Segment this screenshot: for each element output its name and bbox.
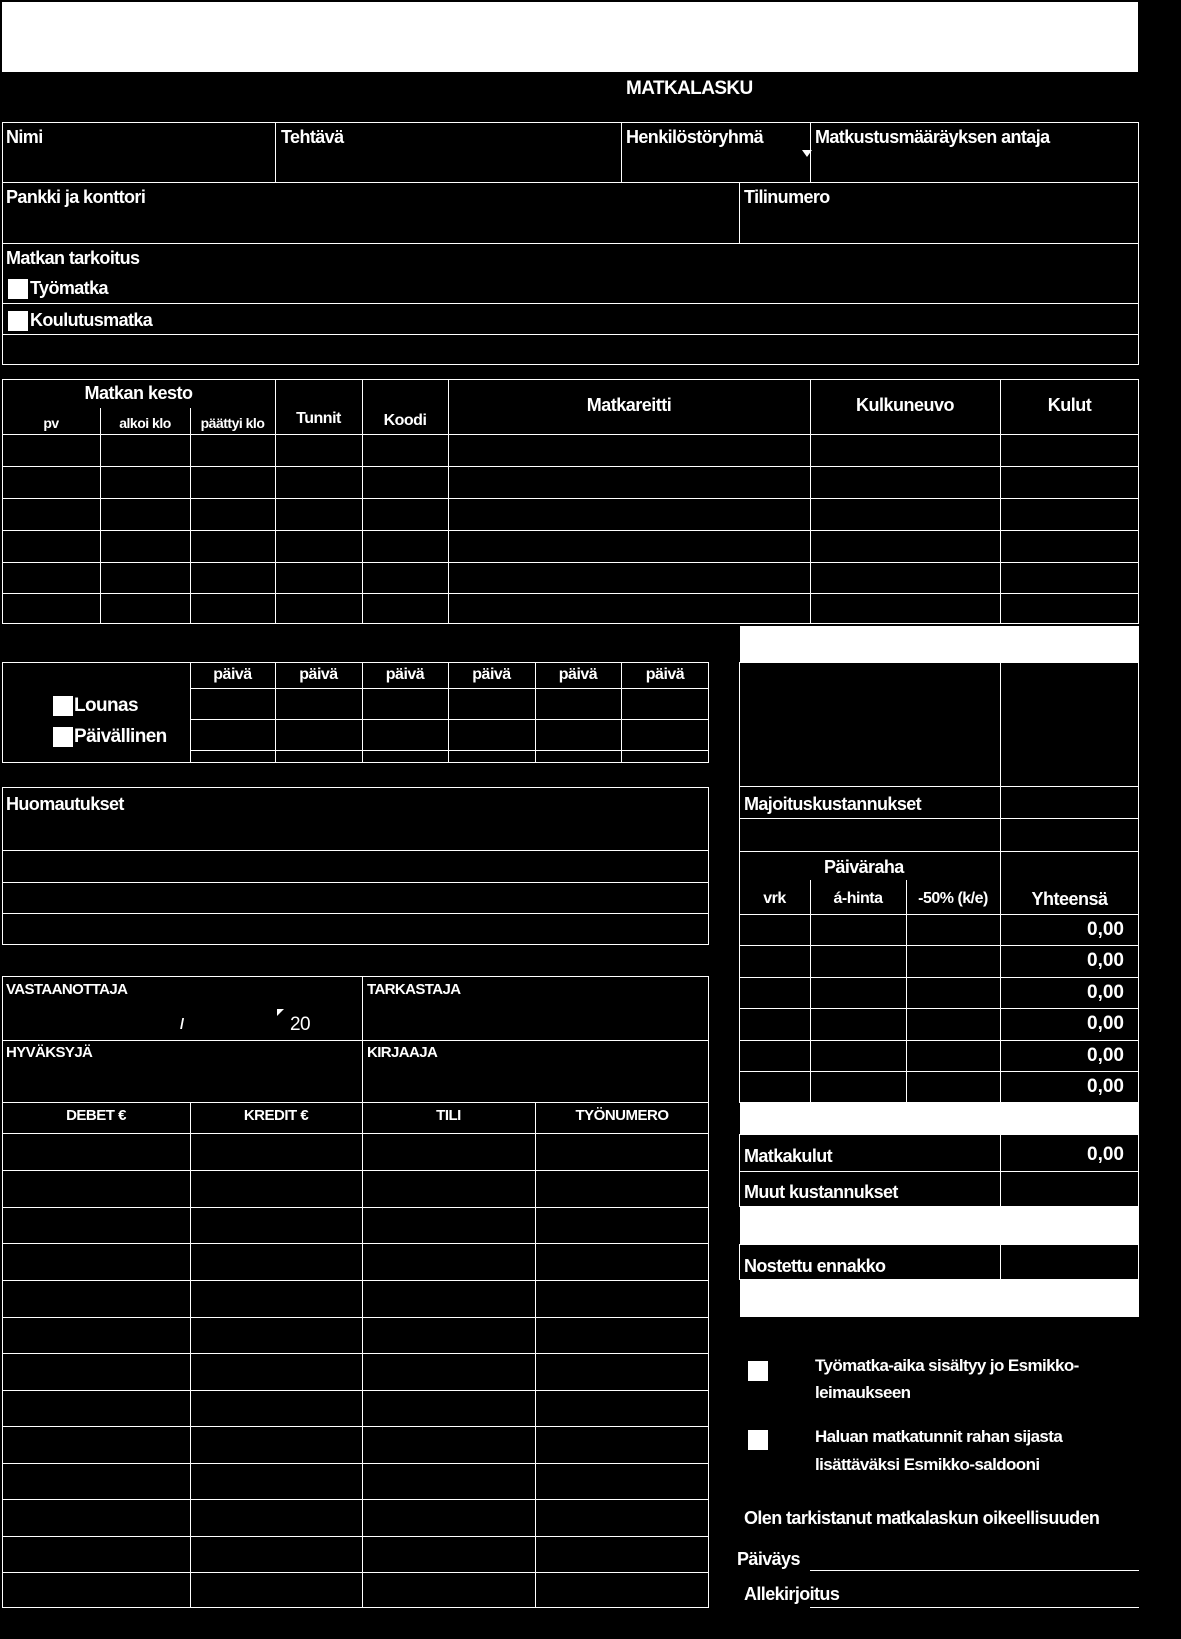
per-diem-label: Päiväraha <box>824 857 904 877</box>
duration-header: Matkan kesto <box>84 383 193 403</box>
purpose-block <box>2 243 1139 365</box>
blank-strip-2 <box>740 1103 1139 1134</box>
col-account: TILI <box>436 1107 461 1124</box>
blank-strip-3 <box>740 1207 1139 1244</box>
group-select[interactable]: Henkilöstöryhmä <box>626 127 764 147</box>
col-route: Matkareitti <box>586 395 672 415</box>
account-field[interactable]: Tilinumero <box>744 187 830 207</box>
col-start: alkoi klo <box>119 415 171 431</box>
task-field[interactable]: Tehtävä <box>281 127 344 147</box>
col-vehicle: Kulkuneuvo <box>855 395 954 415</box>
per-diem-col-total: Yhteensä <box>1031 889 1108 909</box>
training-trip-label: Koulutusmatka <box>30 310 153 330</box>
col-work-number: TYÖNUMERO <box>575 1107 669 1124</box>
col-pv: pv <box>43 415 59 431</box>
receiver-label: VASTAANOTTAJA <box>6 981 128 998</box>
lunch-checkbox[interactable] <box>53 696 73 716</box>
purpose-label: Matkan tarkoitus <box>6 248 140 268</box>
work-trip-checkbox[interactable] <box>8 279 28 299</box>
blank-strip-4 <box>740 1280 1139 1317</box>
col-hours: Tunnit <box>296 410 341 427</box>
col-costs: Kulut <box>1047 395 1092 415</box>
esmikko-stamp-line2: leimaukseen <box>815 1383 911 1402</box>
date-separator: / <box>180 1016 184 1033</box>
year-prefix: 20 <box>290 1014 310 1035</box>
meal-day-4: päivä <box>472 666 511 683</box>
name-field[interactable]: Nimi <box>6 127 43 147</box>
other-costs-label: Muut kustannukset <box>744 1182 898 1202</box>
signature-label: Allekirjoitus <box>744 1584 840 1604</box>
col-credit: KREDIT € <box>243 1107 309 1124</box>
confirm-text: Olen tarkistanut matkalaskun oikeellisuuden <box>744 1508 1100 1528</box>
cost-table <box>739 662 1139 1103</box>
esmikko-hours-line2: lisättäväksi Esmikko-saldooni <box>815 1455 1040 1474</box>
remarks-label[interactable]: Huomautukset <box>6 794 124 814</box>
header-banner <box>2 2 1138 72</box>
checker-label: TARKASTAJA <box>367 981 461 998</box>
recorder-label: KIRJAAJA <box>367 1044 438 1061</box>
esmikko-hours-checkbox[interactable] <box>748 1430 768 1450</box>
meal-day-1: päivä <box>213 666 252 683</box>
per-diem-total-4: 0,00 <box>1087 1013 1124 1034</box>
date-line[interactable] <box>810 1570 1139 1571</box>
blank-strip <box>740 626 1139 662</box>
meal-day-3: päivä <box>385 666 425 683</box>
date-label: Päiväys <box>737 1549 800 1569</box>
approver-label: HYVÄKSYJÄ <box>6 1044 93 1061</box>
meal-day-5: päivä <box>558 666 598 683</box>
per-diem-col-days: vrk <box>763 890 786 907</box>
dinner-label: Päivällinen <box>74 726 167 747</box>
lodging-label: Majoituskustannukset <box>744 794 922 814</box>
per-diem-col-price: á-hinta <box>833 890 883 907</box>
advance-label: Nostettu ennakko <box>744 1256 886 1276</box>
col-code: Koodi <box>383 412 427 429</box>
per-diem-total-2: 0,00 <box>1087 950 1124 971</box>
per-diem-total-5: 0,00 <box>1087 1045 1124 1066</box>
bank-field[interactable]: Pankki ja konttori <box>6 187 146 207</box>
col-end: päättyi klo <box>200 415 265 431</box>
lunch-label: Lounas <box>74 695 138 716</box>
col-debit: DEBET € <box>66 1107 126 1124</box>
per-diem-total-6: 0,00 <box>1087 1076 1124 1097</box>
approval-block <box>2 976 709 1608</box>
meal-day-6: päivä <box>645 666 685 683</box>
esmikko-stamp-checkbox[interactable] <box>748 1361 768 1381</box>
orderer-field[interactable]: Matkustusmääräyksen antaja <box>815 127 1050 147</box>
per-diem-total-3: 0,00 <box>1087 982 1124 1003</box>
per-diem-total-1: 0,00 <box>1087 919 1124 940</box>
travel-costs-value: 0,00 <box>1087 1144 1124 1165</box>
signature-line[interactable] <box>810 1607 1139 1608</box>
work-trip-label: Työmatka <box>30 278 108 298</box>
page-title: MATKALASKU <box>626 78 753 99</box>
travel-costs-label: Matkakulut <box>744 1146 833 1166</box>
per-diem-col-half: -50% (k/e) <box>918 890 988 907</box>
esmikko-stamp-line1: Työmatka-aika sisältyy jo Esmikko- <box>815 1356 1079 1375</box>
dinner-checkbox[interactable] <box>53 727 73 747</box>
dropdown-arrow-icon[interactable] <box>802 150 812 157</box>
training-trip-checkbox[interactable] <box>8 311 28 331</box>
meal-day-2: päivä <box>299 666 338 683</box>
esmikko-hours-line1: Haluan matkatunnit rahan sijasta <box>815 1427 1063 1446</box>
dropdown-marker-icon[interactable] <box>277 1009 284 1016</box>
